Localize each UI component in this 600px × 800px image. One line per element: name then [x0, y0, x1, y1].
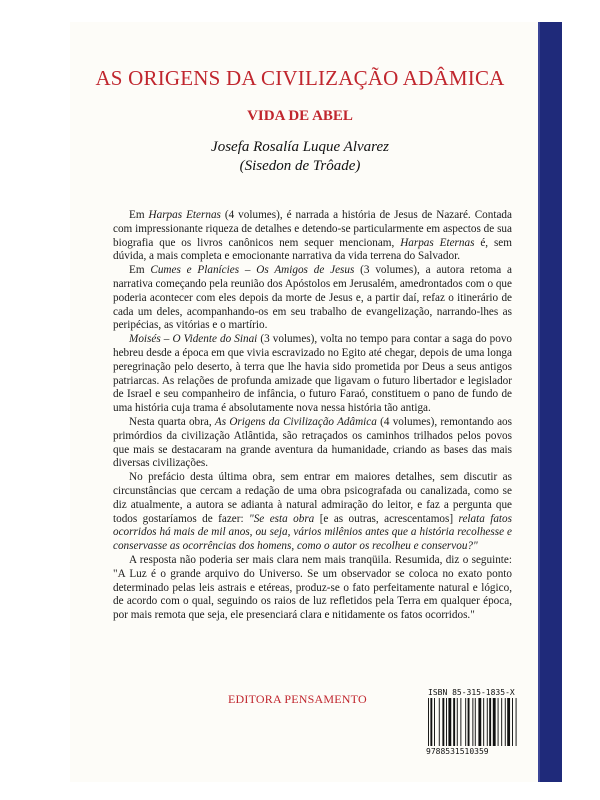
- author-alias: (Sisedon de Trôade): [239, 158, 361, 174]
- synopsis-paragraph: No prefácio desta última obra, sem entrar em maiores detalhes, sem discutir as circunstâncias que cercam a redação de uma obra psicografada ou canalizada, como se diz atualmente, a autora se adianta à natural admiração do leitor, e faz a pergunta que todos gostaríamos de fazer: "Se esta obra [e as outras, acrescentamos] relata fatos ocorridos há mais de mil anos, ou seja, vários milênios antes que a história recolhesse e conservasse as ocorrências dos homens, como o autor os recolheu e conservou?": [113, 471, 512, 553]
- synopsis-paragraph: Em Harpas Eternas (4 volumes), é narrada a história de Jesus de Nazaré. Contada com impressionante riqueza de detalhes e detendo-se particularmente em aspectos de sua biografia que os livros canônicos nem sequer mencionam, Harpas Eternas é, sem dúvida, a mais completa e emocionante narrativa da vida terrena do Salvador.: [113, 209, 512, 263]
- synopsis: [113, 209, 512, 623]
- synopsis-paragraph: Moisés – O Vidente do Sinai (3 volumes), volta no tempo para contar a saga do povo hebreu desde a época em que vivia escravizado no Egito até chegar, depois de uma longa peregrinação pelo deserto, à terra que lhe havia sido prometida por Deus a seus antigos patriarcas. As relações de profunda amizade que ligavam o futuro libertador e legislador de Israel e seu companheiro de infância, o futuro Faraó, constituem o pano de fundo de uma história cuja trama é absolutamente nova nessa história tão antiga.: [113, 333, 513, 415]
- isbn-label: ISBN 85-315-1835-X: [428, 688, 515, 697]
- publisher-name: EDITORA PENSAMENTO: [228, 692, 367, 706]
- author-name: Josefa Rosalía Luque Alvarez: [211, 139, 389, 155]
- book-spine: [540, 22, 562, 782]
- barcode-number: 9788531510359: [426, 747, 489, 756]
- book-title: AS ORIGENS DA CIVILIZAÇÃO ADÂMICA: [95, 66, 505, 90]
- author-block: [0, 138, 600, 176]
- synopsis-paragraph: Em Cumes e Planícies – Os Amigos de Jesus (3 volumes), a autora retoma a narrativa começando pela reunião dos Apóstolos em Jerusalém, amedrontados com o que poderia acontecer com eles depois da morte de Jesus e, a partir daí, refaz o itinerário de cada um deles, acompanhando-os em seu trabalho de evangelização, narrando-lhes as peripécias, as vitórias e o martírio.: [113, 264, 512, 332]
- synopsis-paragraph: Nesta quarta obra, As Origens da Civilização Adâmica (4 volumes), remontando aos primórdios da civilização Atlântida, são retraçados os caminhos trilhados pelos povos que mais se destacaram na grande aventura da humanidade, criando as bases das mais diversas civilizações.: [113, 415, 512, 470]
- book-subtitle: VIDA DE ABEL: [247, 108, 353, 124]
- barcode: [428, 698, 528, 746]
- synopsis-paragraph: A resposta não poderia ser mais clara nem mais tranqüila. Resumida, diz o seguinte: "A Luz é o grande arquivo do Universo. Se um observador se coloca no exato ponto determinado pelas leis astrais e etéreas, produz-se o fato perfeitamente natural e lógico, de acordo com o qual, seguindo os raios de luz refletidos pela Terra em qualquer época, por mais remota que seja, ele presenciará clara e nitidamente os fatos ocorridos.": [113, 553, 512, 622]
